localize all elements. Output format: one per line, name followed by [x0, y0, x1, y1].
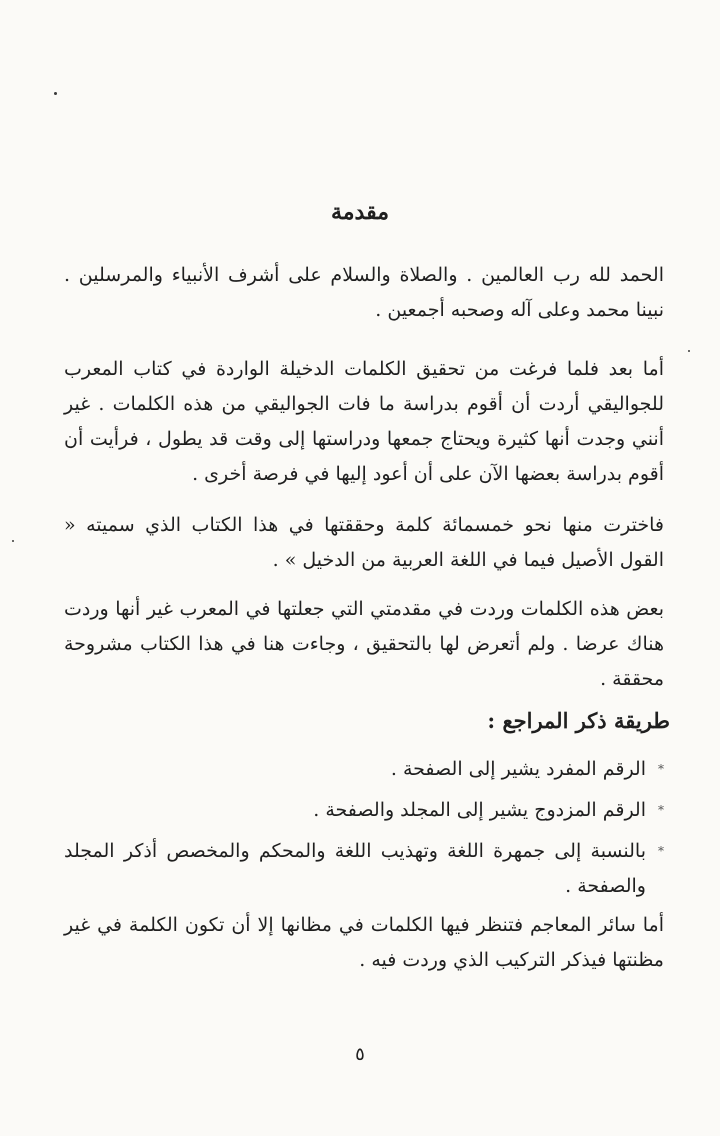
list-item-text: بالنسبة إلى جمهرة اللغة وتهذيب اللغة والمحكم والمخصص أذكر المجلد والصفحة .	[64, 840, 646, 897]
bullet-icon: *	[658, 762, 664, 776]
list-item	[64, 752, 664, 787]
other-dictionaries-paragraph: أما سائر المعاجم فتنظر فيها الكلمات في مظانها إلا أن تكون الكلمة في غير مظنتها فيذكر التركيب الذي وردت فيه .	[64, 914, 664, 971]
list-item-text: الرقم المزدوج يشير إلى المجلد والصفحة .	[313, 799, 646, 821]
page-title: مقدمة	[330, 198, 390, 225]
list-item-text: الرقم المفرد يشير إلى الصفحة .	[390, 758, 646, 780]
scan-speck	[54, 92, 57, 95]
prior-mentions-paragraph: بعض هذه الكلمات وردت في مقدمتي التي جعلتها في المعرب غير أنها وردت هناك عرضا . ولم أتعرض لها بالتحقيق ، وجاءت هنا في هذا الكتاب مشروحة محققة .	[64, 598, 664, 690]
purpose-paragraph: أما بعد فلما فرغت من تحقيق الكلمات الدخيلة الواردة في كتاب المعرب للجواليقي أردت أن أقوم بدراسة ما فات الجواليقي من هذه الكلمات . غير أنني وجدت أنها كثيرة ويحتاج جمعها ودراستها إلى وقت قد يطول ، فرأيت أن أقوم بدراسة بعضها الآن على أن أعود إليها في فرصة أخرى .	[64, 358, 664, 485]
list-item	[64, 834, 664, 904]
scan-speck	[12, 540, 14, 542]
intro-paragraph: الحمد لله رب العالمين . والصلاة والسلام على أشرف الأنبياء والمرسلين . نبينا محمد وعلى آله وصحبه أجمعين .	[64, 264, 664, 321]
bullet-icon: *	[658, 803, 664, 817]
page-number: ٥	[355, 1044, 365, 1065]
book-title-paragraph: فاخترت منها نحو خمسمائة كلمة وحققتها في هذا الكتاب الذي سميته « القول الأصيل فيما في اللغة العربية من الدخيل » .	[64, 514, 664, 571]
references-heading: طريقة ذكر المراجع :	[487, 708, 670, 733]
bullet-icon: *	[658, 844, 664, 858]
scan-speck	[688, 350, 690, 352]
references-list	[64, 752, 664, 910]
list-item	[64, 793, 664, 828]
